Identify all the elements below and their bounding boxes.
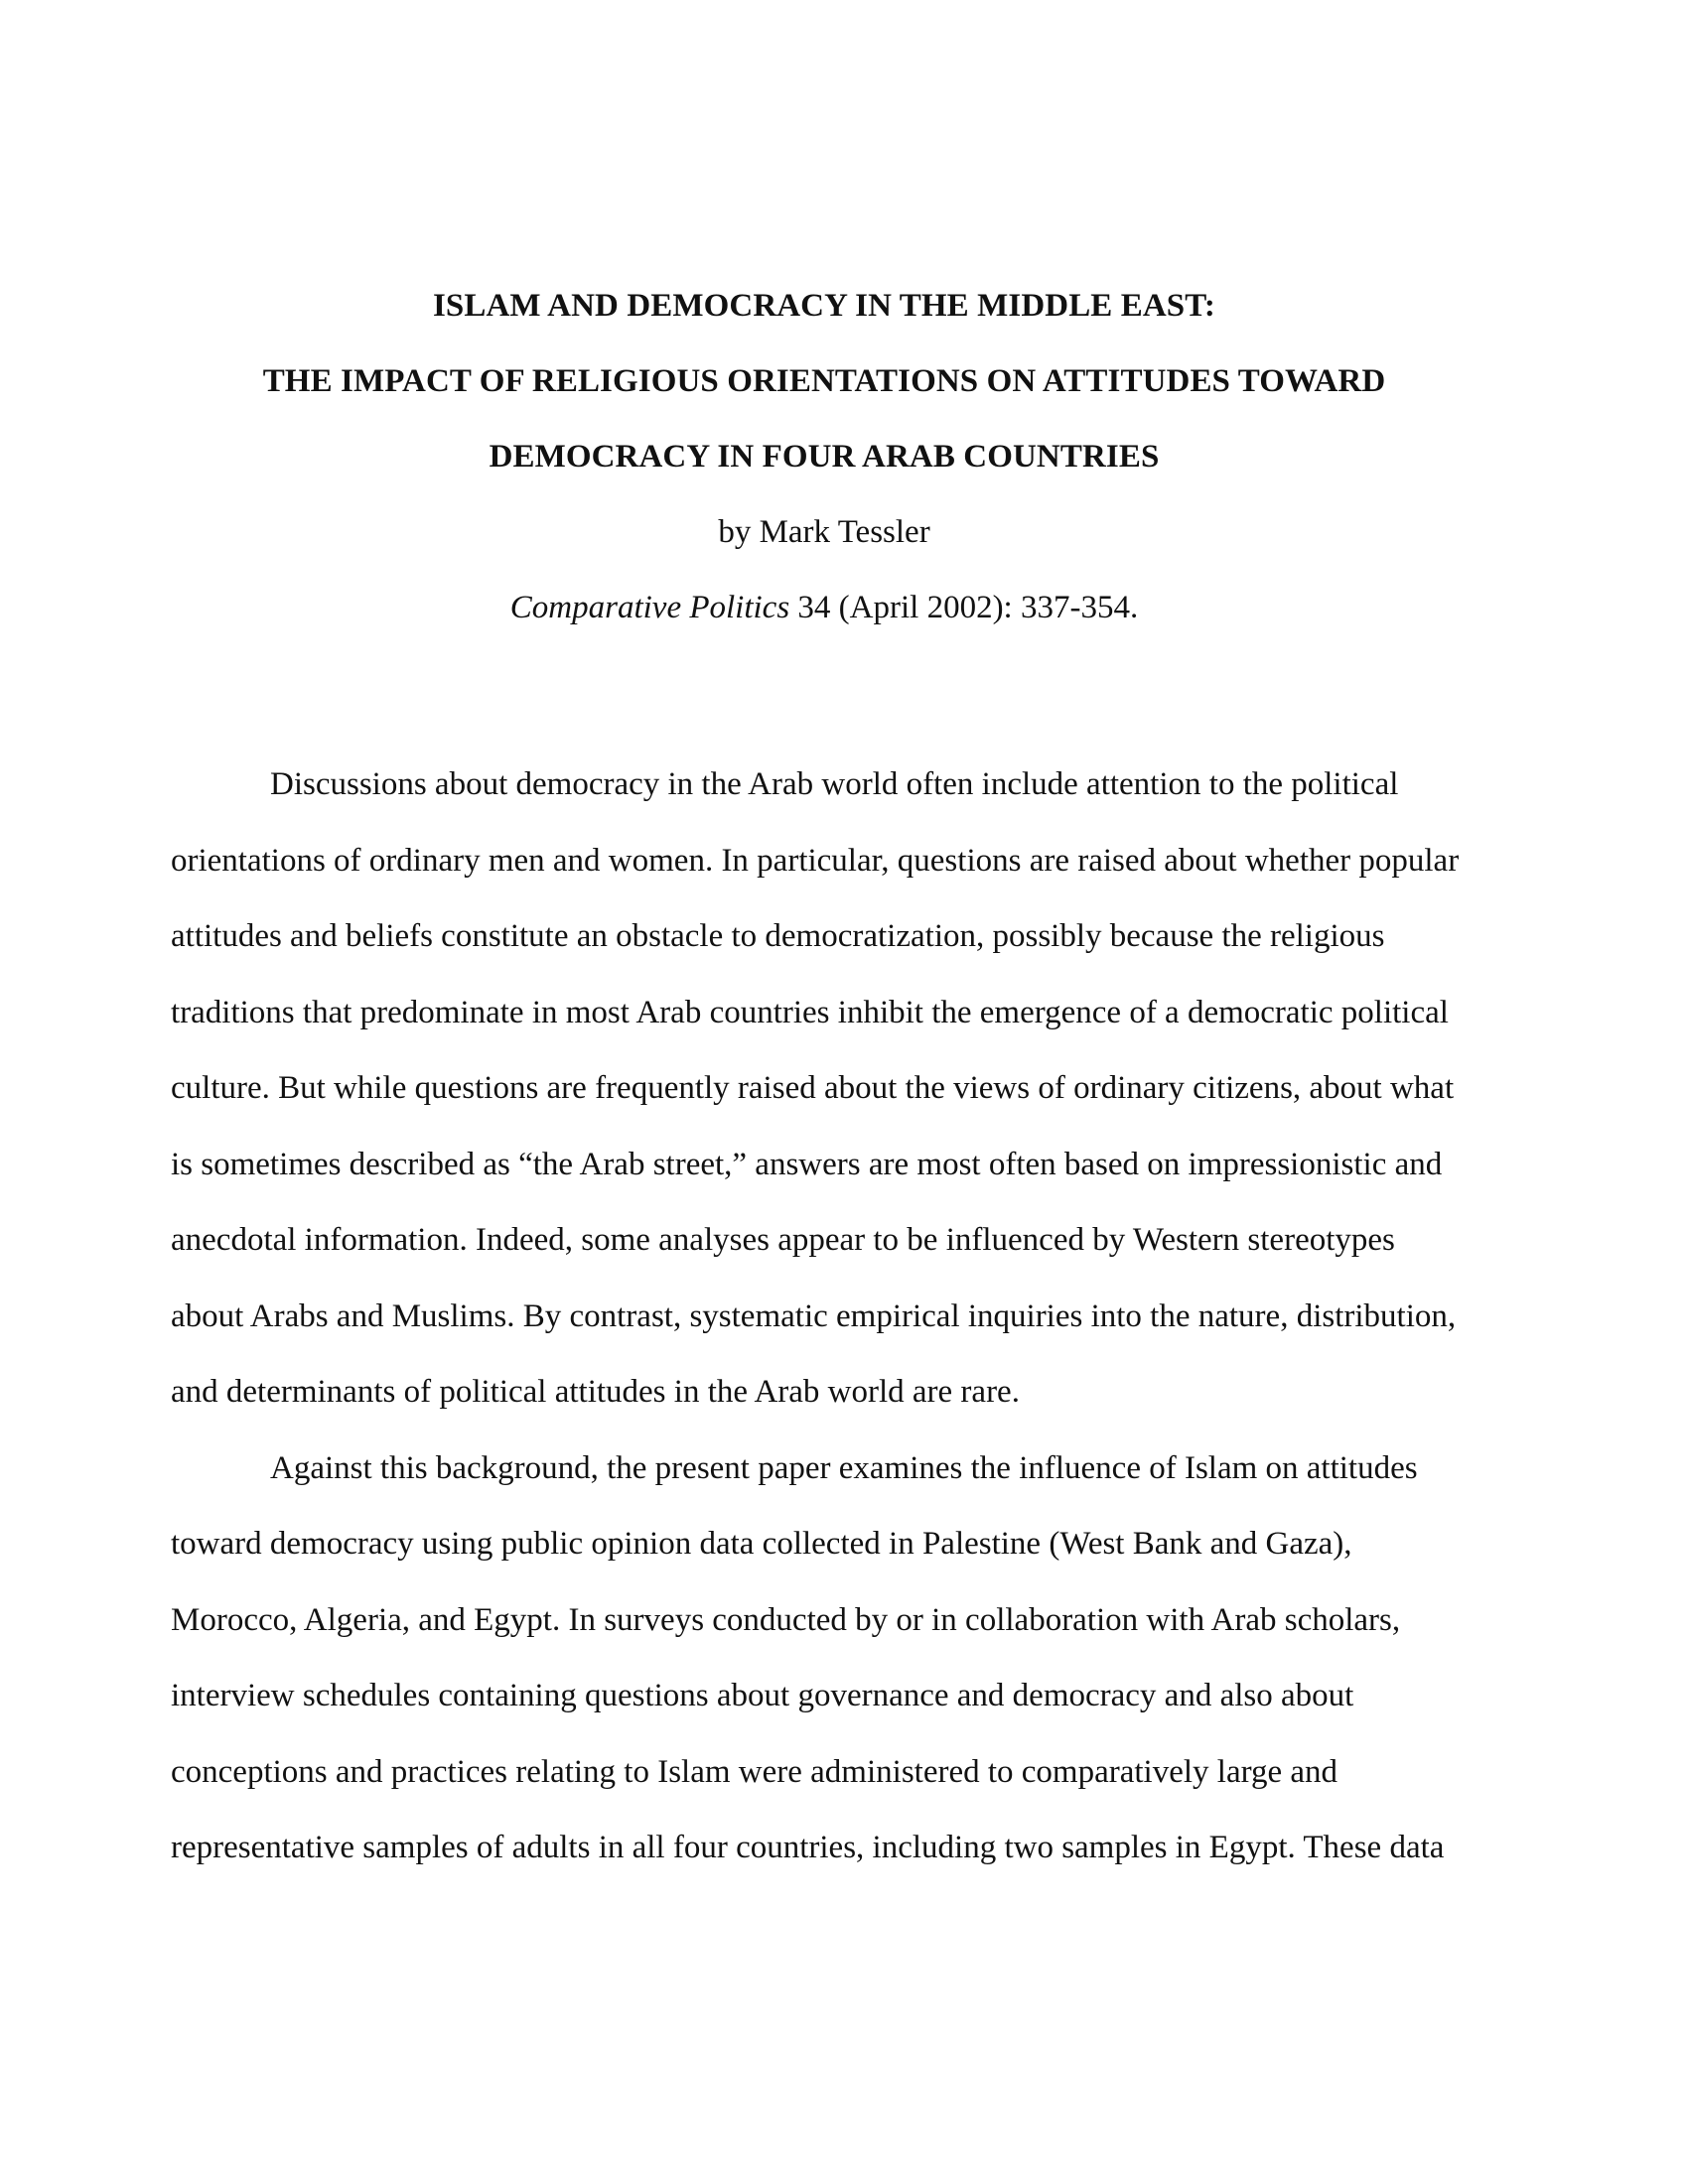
citation-details: 34 (April 2002): 337-354.: [789, 590, 1139, 625]
paragraph-line: culture. But while questions are frequently raised about the views of ordinary citizens, about what: [171, 1070, 1455, 1106]
title-line-3: DEMOCRACY IN FOUR ARAB COUNTRIES: [489, 439, 1160, 475]
paragraph-line: interview schedules containing questions about governance and democracy and also about: [171, 1678, 1354, 1713]
paragraph-line: Discussions about democracy in the Arab world often include attention to the political: [270, 766, 1399, 802]
paragraph-2: [171, 1431, 1491, 1886]
journal-name: Comparative Politics: [509, 590, 790, 625]
paragraph-1: [171, 747, 1491, 1431]
paragraph-line: and determinants of political attitudes in the Arab world are rare.: [171, 1374, 1020, 1410]
body-text: [171, 747, 1491, 1886]
paragraph-line: is sometimes described as “the Arab street,” answers are most often based on impressionistic and: [171, 1146, 1443, 1182]
paragraph-line: toward democracy using public opinion data collected in Palestine (West Bank and Gaza),: [171, 1526, 1352, 1562]
title-line-1: ISLAM AND DEMOCRACY IN THE MIDDLE EAST:: [432, 288, 1216, 324]
author-byline: by Mark Tessler: [718, 514, 930, 550]
paragraph-line: anecdotal information. Indeed, some analyses appear to be influenced by Western stereotypes: [171, 1222, 1395, 1258]
paragraph-line: representative samples of adults in all four countries, including two samples in Egypt. These data: [171, 1830, 1445, 1865]
paragraph-line: about Arabs and Muslims. By contrast, systematic empirical inquiries into the nature, distribution,: [171, 1297, 1457, 1334]
paragraph-line: attitudes and beliefs constitute an obstacle to democratization, possibly because the religious: [171, 918, 1385, 954]
paragraph-line: Morocco, Algeria, and Egypt. In surveys conducted by or in collaboration with Arab scholars,: [171, 1601, 1401, 1638]
paragraph-line: Against this background, the present paper examines the influence of Islam on attitudes: [270, 1449, 1418, 1486]
paragraph-line: orientations of ordinary men and women. In particular, questions are raised about whether popular: [171, 842, 1460, 879]
citation: [169, 570, 1479, 645]
paragraph-line: traditions that predominate in most Arab countries inhibit the emergence of a democratic political: [171, 994, 1449, 1030]
title-line-2: THE IMPACT OF RELIGIOUS ORIENTATIONS ON ATTITUDES TOWARD: [262, 363, 1386, 399]
title-block: [169, 268, 1479, 645]
paragraph-line: conceptions and practices relating to Islam were administered to comparatively large and: [171, 1753, 1338, 1790]
